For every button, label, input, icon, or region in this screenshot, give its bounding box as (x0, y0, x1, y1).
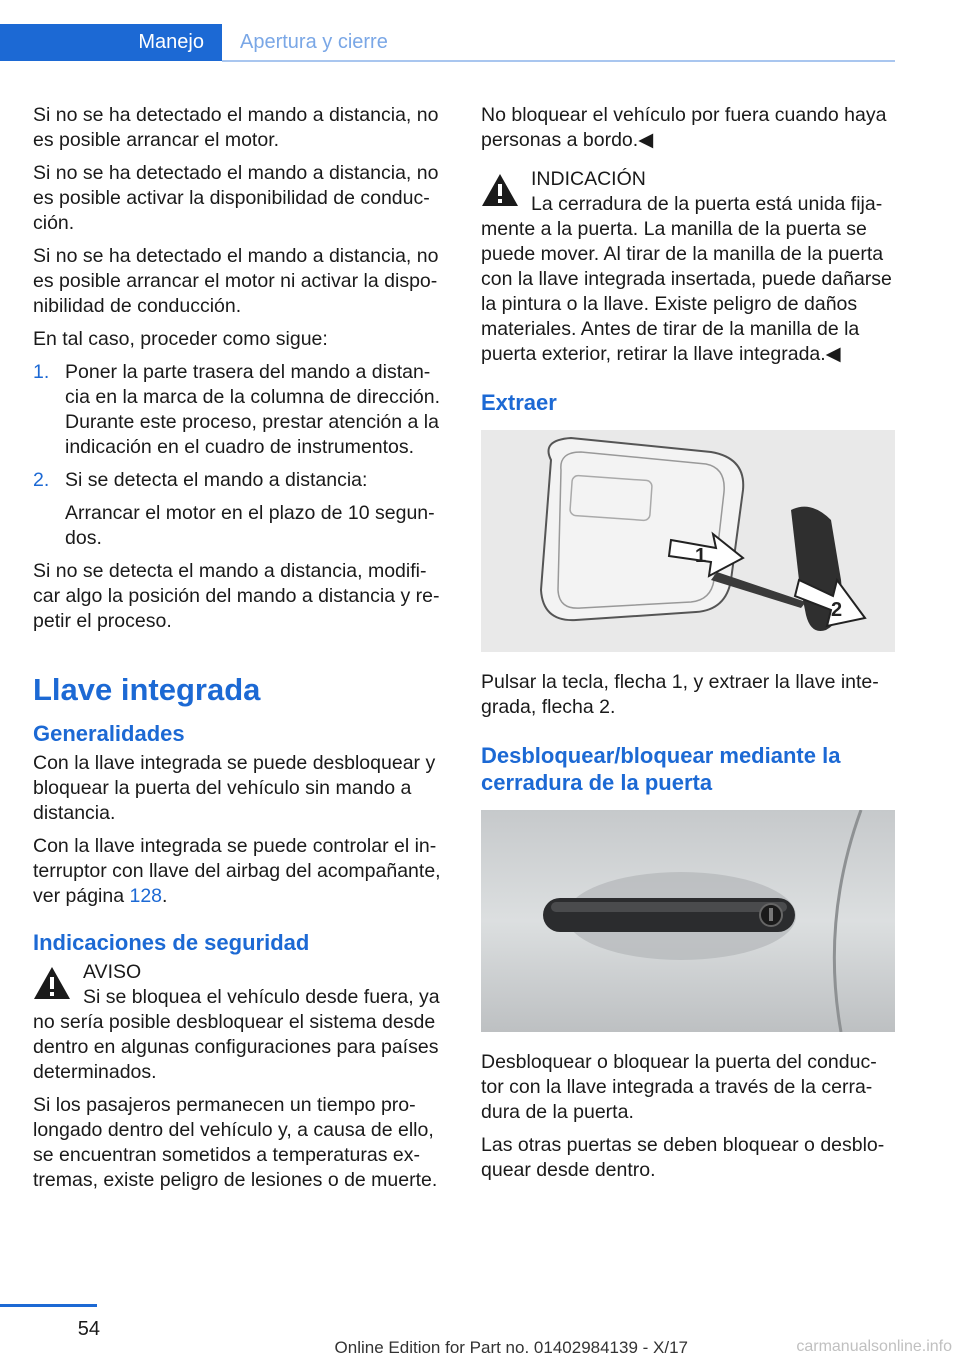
step-text: Poner la parte trasera del mando a distan‐cia en la marca de la columna de dirección. Durante este proceso, prestar atención a la indicación en el cuadro de instrumentos. (65, 361, 441, 458)
paragraph: Si no se detecta el mando a distancia, modifi‐car algo la posición del mando a distancia y re‐petir el proceso. (33, 560, 440, 632)
step-number: 1. (33, 361, 50, 383)
warning-title: AVISO (83, 961, 142, 983)
door-handle-figure (481, 810, 895, 1032)
paragraph: No bloquear el vehículo por fuera cuando haya personas a bordo.◀ (481, 104, 887, 151)
key-extraction-illustration (481, 430, 895, 652)
paragraph: Si los pasajeros permanecen un tiempo pro‐longado dentro del vehículo y, a causa de ello, se encuentran sometidos a temperaturas ex‐tremas, existe peligro de lesiones o de muerte. (33, 1094, 438, 1191)
step-number: 2. (33, 469, 50, 491)
warning-triangle-icon (481, 173, 519, 207)
subsection-title-generalidades: Generalidades (33, 721, 185, 746)
right-column (481, 103, 895, 1191)
tab-apertura-y-cierre[interactable] (222, 24, 388, 61)
paragraph: Si no se ha detectado el mando a distancia, no es posible arrancar el motor. (33, 104, 439, 151)
warning-text (33, 985, 447, 1085)
paragraph: Si no se ha detectado el mando a distancia, no es posible arrancar el motor ni activar la dispo‐nibilidad de conducción. (33, 245, 439, 317)
warning-text-content: Si se bloquea el vehículo desde fuera, ya no sería posible desbloquear el sistema desde dentro en algunas configuraciones para países determinados. (33, 986, 440, 1083)
tab-apertura-label: Apertura y cierre (240, 31, 388, 53)
watermark: carmanualsonline.info (796, 1338, 952, 1355)
subsection-title-extraer: Extraer (481, 390, 557, 415)
note-block (481, 167, 895, 367)
step-subtext: Arrancar el motor en el plazo de 10 segun‐dos. (65, 502, 435, 549)
subsection-title-safety: Indicaciones de seguridad (33, 930, 310, 955)
steps-list (33, 360, 447, 551)
list-item (33, 360, 447, 460)
paragraph: Las otras puertas se deben bloquear o desblo‐quear desde dentro. (481, 1134, 885, 1181)
paragraph: Con la llave integrada se puede desbloquear y bloquear la puerta del vehículo sin mando a distancia. (33, 752, 436, 824)
footer-edition: Online Edition for Part no. 01402984139 - X/17 (334, 1338, 688, 1357)
step-text: Si se detecta el mando a distancia: (65, 469, 368, 491)
paragraph-text: Con la llave integrada se puede controlar el in‐terruptor con llave del airbag del acompañante, ver página (33, 835, 441, 907)
note-text-content: La cerradura de la puerta está unida fija‐mente a la puerta. La manilla de la puerta se puede mover. Al tirar de la manilla de la puerta con la llave integrada insertada, puede dañarse la pintura o la llave. Existe peligro de daños materiales. Antes de tirar de la manilla de la puerta exterior, retirar la llave integrada.◀ (481, 193, 892, 365)
paragraph: Pulsar la tecla, flecha 1, y extraer la llave inte‐grada, flecha 2. (481, 671, 879, 718)
note-text (481, 192, 895, 367)
footer-bar (0, 1304, 97, 1307)
warning-triangle-icon (33, 966, 71, 1000)
key-extraction-figure (481, 430, 895, 652)
paragraph-text: . (162, 885, 168, 907)
header-tabs (0, 24, 388, 61)
arrow-1-label: 1 (695, 545, 707, 567)
paragraph: En tal caso, proceder como sigue: (33, 328, 328, 350)
left-column (33, 103, 447, 1201)
header-rule (222, 60, 895, 62)
paragraph: Desbloquear o bloquear la puerta del conduc‐tor con la llave integrada a través de la cerra‐dura de la puerta. (481, 1051, 877, 1123)
note-title: INDICACIÓN (531, 168, 646, 190)
paragraph: Si no se ha detectado el mando a distancia, no es posible activar la disponibilidad de conduc‐ción. (33, 162, 439, 234)
subsection-title-desbloquear: Desbloquear/bloquear mediante la cerradura de la puerta (481, 743, 841, 795)
tab-manejo[interactable] (0, 24, 222, 61)
list-item (33, 468, 447, 551)
paragraph (33, 834, 447, 909)
arrow-2-label: 2 (831, 599, 843, 621)
page-link-128[interactable]: 128 (129, 885, 163, 907)
door-handle-illustration (481, 810, 895, 1032)
section-title: Llave integrada (33, 672, 261, 707)
page-number: 54 (77, 1318, 100, 1340)
warning-block (33, 960, 447, 1085)
tab-manejo-label: Manejo (138, 31, 204, 53)
